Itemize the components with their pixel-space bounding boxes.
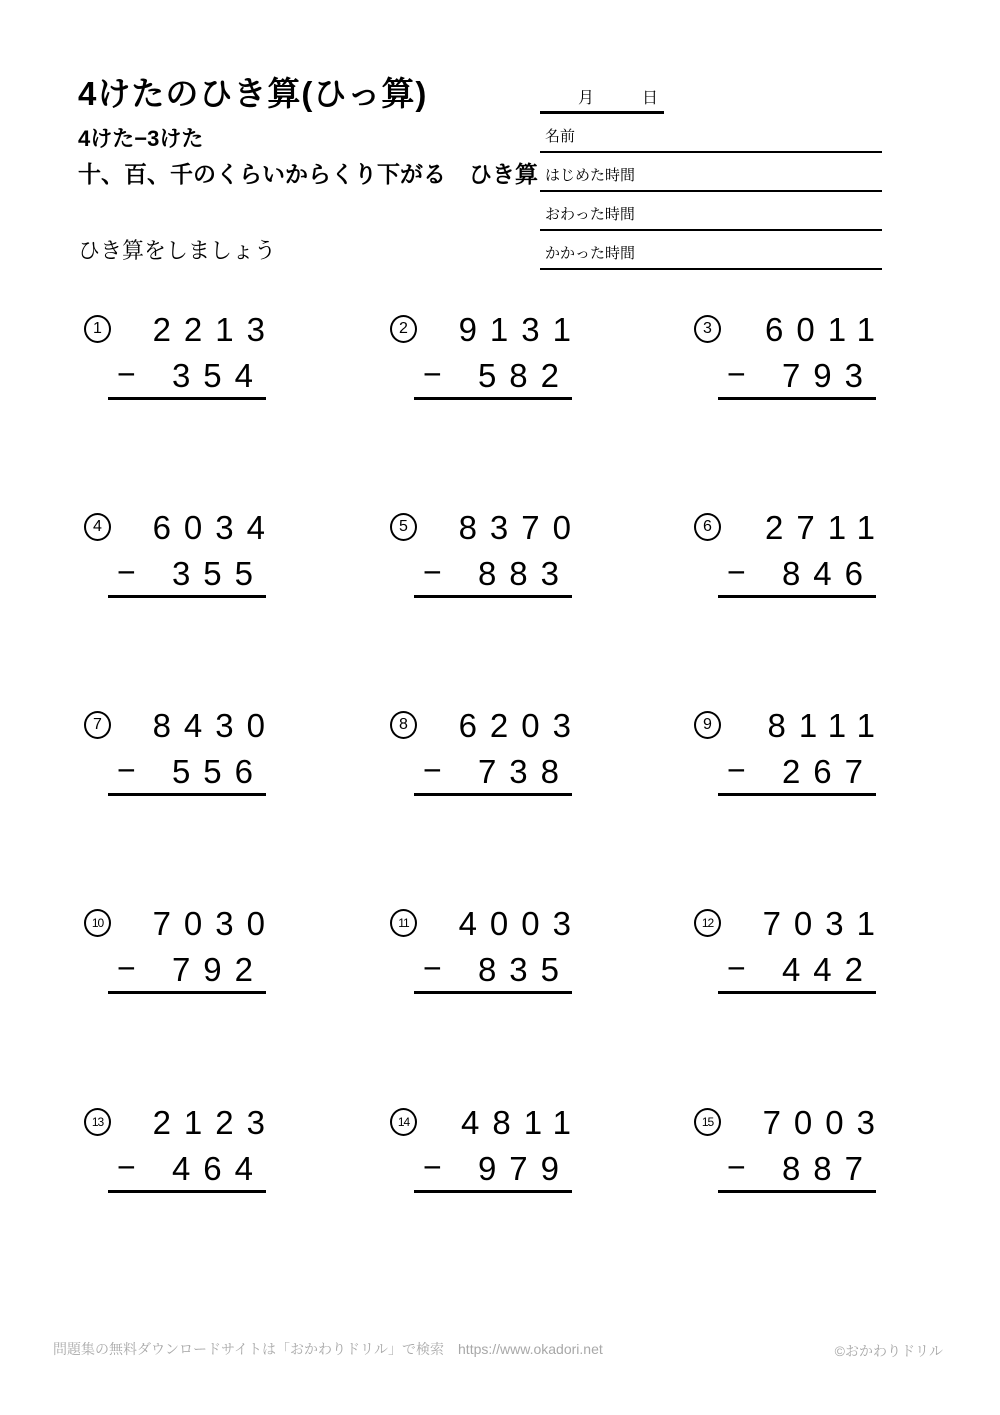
answer-line: [718, 595, 876, 598]
minus-sign: −: [423, 950, 442, 986]
subtrahend: 556: [171, 753, 266, 790]
problem-number: 2: [390, 315, 417, 343]
page-topic: 十、百、千のくらいからくり下がる ひき算: [78, 161, 538, 187]
minuend: 2123: [152, 1104, 278, 1141]
answer-line: [108, 1190, 266, 1193]
minus-sign: −: [727, 950, 746, 986]
problem-number: 6: [694, 513, 721, 541]
subtrahend: 792: [171, 951, 266, 988]
problem-number: 10: [84, 909, 111, 937]
minuend: 9131: [458, 311, 584, 348]
subtrahend: 267: [781, 753, 876, 790]
minus-sign: −: [727, 752, 746, 788]
problem-13: [84, 1103, 278, 1205]
minuend: 7030: [152, 905, 278, 942]
end-time-field: [540, 192, 882, 231]
subtrahend: 464: [171, 1150, 266, 1187]
problem-number: 9: [694, 711, 721, 739]
subtrahend: 835: [477, 951, 572, 988]
minuend: 7003: [762, 1104, 888, 1141]
answer-line: [108, 397, 266, 400]
problem-4: [84, 508, 278, 610]
subtrahend: 887: [781, 1150, 876, 1187]
answer-line: [414, 595, 572, 598]
problem-6: [694, 508, 888, 610]
answer-line: [108, 991, 266, 994]
answer-line: [718, 1190, 876, 1193]
answer-line: [414, 397, 572, 400]
instruction-text: ひき算をしましょう: [78, 238, 277, 263]
subtrahend: 793: [781, 357, 876, 394]
page-subtitle: 4けた−3けた: [78, 126, 204, 151]
problem-8: [390, 706, 584, 808]
minus-sign: −: [423, 356, 442, 392]
subtrahend: 738: [477, 753, 572, 790]
problem-number: 7: [84, 711, 111, 739]
minus-sign: −: [423, 1149, 442, 1185]
problem-number: 11: [390, 909, 417, 937]
problem-10: [84, 904, 278, 1006]
problem-14: [390, 1103, 584, 1205]
subtrahend: 354: [171, 357, 266, 394]
problem-number: 5: [390, 513, 417, 541]
problem-1: [84, 310, 278, 412]
problem-number: 14: [390, 1108, 417, 1136]
start-time-label: はじめた時間: [545, 167, 636, 184]
day-label: 日: [642, 90, 659, 107]
minuend: 6034: [152, 509, 278, 546]
answer-line: [108, 595, 266, 598]
problem-12: [694, 904, 888, 1006]
footer-copyright: ©おかわりドリル: [834, 1343, 943, 1359]
minus-sign: −: [727, 1149, 746, 1185]
minuend: 2213: [152, 311, 278, 348]
problem-5: [390, 508, 584, 610]
elapsed-time-label: かかった時間: [545, 245, 636, 262]
minuend: 8370: [458, 509, 584, 546]
minus-sign: −: [117, 554, 136, 590]
month-label: 月: [578, 90, 595, 107]
elapsed-time-field: [540, 231, 882, 270]
minus-sign: −: [423, 554, 442, 590]
answer-line: [718, 991, 876, 994]
minus-sign: −: [117, 752, 136, 788]
minuend: 6011: [765, 311, 888, 348]
minuend: 7031: [762, 905, 888, 942]
minus-sign: −: [423, 752, 442, 788]
answer-line: [718, 397, 876, 400]
subtrahend: 883: [477, 555, 572, 592]
problem-number: 12: [694, 909, 721, 937]
minuend: 4003: [458, 905, 584, 942]
subtrahend: 582: [477, 357, 572, 394]
answer-line: [414, 1190, 572, 1193]
minus-sign: −: [727, 356, 746, 392]
problem-number: 13: [84, 1108, 111, 1136]
answer-line: [414, 991, 572, 994]
problem-2: [390, 310, 584, 412]
subtrahend: 442: [781, 951, 876, 988]
name-field: [540, 114, 882, 153]
answer-line: [414, 793, 572, 796]
minuend: 2711: [765, 509, 888, 546]
problem-number: 4: [84, 513, 111, 541]
end-time-label: おわった時間: [545, 206, 635, 223]
name-label: 名前: [545, 128, 576, 145]
start-time-field: [540, 153, 882, 192]
problem-number: 8: [390, 711, 417, 739]
problem-number: 3: [694, 315, 721, 343]
problem-9: [694, 706, 888, 808]
minuend: 8430: [152, 707, 278, 744]
answer-line: [718, 793, 876, 796]
problem-7: [84, 706, 278, 808]
problem-number: 15: [694, 1108, 721, 1136]
subtrahend: 846: [781, 555, 876, 592]
minus-sign: −: [117, 1149, 136, 1185]
footer-site-info: 問題集の無料ダウンロードサイトは「おかわりドリル」で検索 https://www.okadori.net: [53, 1341, 603, 1357]
minuend: 6203: [458, 707, 584, 744]
minus-sign: −: [117, 950, 136, 986]
minuend: 4811: [461, 1104, 584, 1141]
problem-15: [694, 1103, 888, 1205]
problem-11: [390, 904, 584, 1006]
subtrahend: 355: [171, 555, 266, 592]
subtrahend: 979: [477, 1150, 572, 1187]
page-title: 4けたのひき算(ひっ算): [78, 75, 428, 112]
info-box: [540, 82, 882, 270]
minuend: 8111: [767, 707, 888, 744]
minus-sign: −: [117, 356, 136, 392]
answer-line: [108, 793, 266, 796]
problem-number: 1: [84, 315, 111, 343]
problem-3: [694, 310, 888, 412]
minus-sign: −: [727, 554, 746, 590]
date-field: [540, 82, 664, 114]
